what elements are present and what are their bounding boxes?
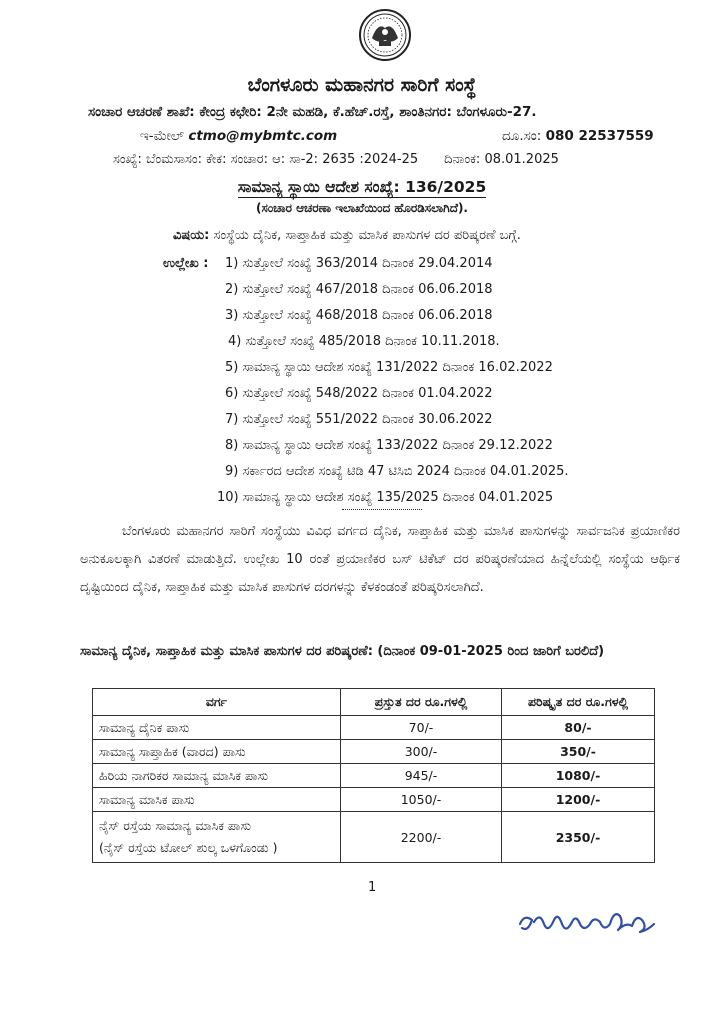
reference-item-2: 2) ಸುತ್ತೋಲೆ ಸಂಖ್ಯೆ 467/2018 ದಿನಾಂಕ 06.06.2018 <box>225 282 493 297</box>
reference-item-6: 6) ಸುತ್ತೋಲೆ ಸಂಖ್ಯೆ 548/2022 ದಿನಾಂಕ 01.04.2022 <box>225 386 493 401</box>
revised-fare-cell: 350/- <box>502 740 655 764</box>
reference-item-10: 10) ಸಾಮಾನ್ಯ ಸ್ಥಾಯಿ ಆದೇಶ ಸಂಖ್ಯೆ 135/2025 ದಿನಾಂಕ 04.01.2025 <box>217 490 554 505</box>
table-row <box>93 764 655 788</box>
subject-label: ವಿಷಯ: <box>173 228 210 243</box>
reference-item-4: 4) ಸುತ್ತೋಲೆ ಸಂಖ್ಯೆ 485/2018 ದಿನಾಂಕ 10.11.2018. <box>228 334 500 349</box>
category-cell: ಸಾಮಾನ್ಯ ಸಾಪ್ತಾಹಿಕ (ವಾರದ) ಪಾಸು <box>93 740 341 764</box>
current-fare-cell: 2200/- <box>341 812 502 863</box>
reference-number: ಸಂಖ್ಯೆ: ಬೆಂಮಸಾಸಂ: ಕೇಕ: ಸಂಚಾರ: ಆ: ಸಾ-2: 2635 :2024-25 <box>113 152 419 167</box>
department-address: ಸಂಚಾರ ಆಚರಣೆ ಶಾಖೆ: ಕೇಂದ್ರ ಕಛೇರಿ: 2ನೇ ಮಹಡಿ, ಕೆ.ಹೆಚ್.ರಸ್ತೆ, ಶಾಂತಿನಗರ: ಬೆಂಗಳೂರು-27. <box>88 104 537 120</box>
reference-item-9: 9) ಸರ್ಕಾರದ ಆದೇಶ ಸಂಖ್ಯೆ ಟಿಡಿ 47 ಟಿಸಿಬಿ 2024 ದಿನಾಂಕ 04.01.2025. <box>225 464 569 479</box>
reference-item-7: 7) ಸುತ್ತೋಲೆ ಸಂಖ್ಯೆ 551/2022 ದಿನಾಂಕ 30.06.2022 <box>225 412 493 427</box>
column-header-current-fare: ಪ್ರಸ್ತುತ ದರ ರೂ.ಗಳಲ್ಲಿ <box>341 689 502 716</box>
current-fare-cell: 1050/- <box>341 788 502 812</box>
column-header-category: ವರ್ಗ <box>93 689 341 716</box>
references-label: ಉಲ್ಲೇಖ : <box>163 256 209 271</box>
current-fare-cell: 70/- <box>341 716 502 740</box>
current-fare-cell: 300/- <box>341 740 502 764</box>
category-cell <box>93 812 341 863</box>
column-header-revised-fare: ಪರಿಷ್ಕೃತ ದರ ರೂ.ಗಳಲ್ಲಿ <box>502 689 655 716</box>
table-row <box>93 716 655 740</box>
table-row <box>93 740 655 764</box>
category-cell: ಸಾಮಾನ್ಯ ದೈನಿಕ ಪಾಸು <box>93 716 341 740</box>
reference-item-3: 3) ಸುತ್ತೋಲೆ ಸಂಖ್ಯೆ 468/2018 ದಿನಾಂಕ 06.06.2018 <box>225 308 493 323</box>
phone-label: ದೂ.ಸಂ: <box>502 128 542 144</box>
table-heading: ಸಾಮಾನ್ಯ ದೈನಿಕ, ಸಾಪ್ತಾಹಿಕ ಮತ್ತು ಮಾಸಿಕ ಪಾಸುಗಳ ದರ ಪರಿಷ್ಕರಣೆ: (ದಿನಾಂಕ 09-01-2025 ರಿಂದ ಜಾರಿಗೆ ಬರಲಿದೆ) <box>80 644 605 659</box>
current-fare-cell: 945/- <box>341 764 502 788</box>
signature-image <box>514 902 659 942</box>
category-note: (ನೈಸ್ ರಸ್ತೆಯ ಟೋಲ್ ಶುಲ್ಕ ಒಳಗೊಂಡು ) <box>99 840 278 855</box>
reference-line <box>113 152 559 167</box>
table-row <box>93 788 655 812</box>
subject-text: ಸಂಸ್ಥೆಯ ದೈನಿಕ, ಸಾಪ್ತಾಹಿಕ ಮತ್ತು ಮಾಸಿಕ ಪಾಸುಗಳ ದರ ಪರಿಷ್ಕರಣೆ ಬಗ್ಗೆ. <box>213 228 521 243</box>
body-paragraph: ಬೆಂಗಳೂರು ಮಹಾನಗರ ಸಾರಿಗೆ ಸಂಸ್ಥೆಯು ವಿವಿಧ ವರ್ಗದ ದೈನಿಕ, ಸಾಪ್ತಾಹಿಕ ಮತ್ತು ಮಾಸಿಕ ಪಾಸುಗಳನ್ನು ಸಾರ್ವಜನಿಕ ಪ್ರಯಾಣಿಕರ ಅನುಕೂಲಕ್ಕಾಗಿ ವಿತರಣೆ ಮಾಡುತ್ತಿದೆ. ಉಲ್ಲೇಖ 10 ರಂತೆ ಪ್ರಯಾಣಿಕರ ಬಸ್ ಟಿಕೆಟ್ ದರ ಪರಿಷ್ಕರಣೆಯಾದ ಹಿನ್ನೆಲೆಯಲ್ಲಿ ಸಂಸ್ಥೆಯ ಆರ್ಥಿಕ ದೃಷ್ಟಿಯಿಂದ ದೈನಿಕ, ಸಾಪ್ತಾಹಿಕ ಮತ್ತು ಮಾಸಿಕ ಪಾಸುಗಳ ದರಗಳನ್ನು ಕೆಳಕಂಡಂತೆ ಪರಿಷ್ಕರಿಸಲಾಗಿದೆ. <box>80 524 680 595</box>
organization-name: ಬೆಂಗಳೂರು ಮಹಾನಗರ ಸಾರಿಗೆ ಸಂಸ್ಥೆ <box>247 74 477 96</box>
revised-fare-cell: 1080/- <box>502 764 655 788</box>
table-row <box>93 812 655 863</box>
subject-line <box>173 228 521 243</box>
table-header-row <box>93 689 655 716</box>
email-address[interactable]: ctmo@mybmtc.com <box>188 128 338 144</box>
revised-fare-cell: 1200/- <box>502 788 655 812</box>
fare-revision-table <box>92 688 655 863</box>
reference-item-1: 1) ಸುತ್ತೋಲೆ ಸಂಖ್ಯೆ 363/2014 ದಿನಾಂಕ 29.04.2014 <box>225 256 493 271</box>
email-line <box>140 128 337 144</box>
revised-fare-cell: 80/- <box>502 716 655 740</box>
bmtc-emblem-logo <box>358 8 412 64</box>
phone-line <box>502 128 654 144</box>
category-cell: ಹಿರಿಯ ನಾಗರಿಕರ ಸಾಮಾನ್ಯ ಮಾಸಿಕ ಪಾಸು <box>93 764 341 788</box>
revised-fare-cell: 2350/- <box>502 812 655 863</box>
section-divider <box>342 509 422 510</box>
order-subtitle: (ಸಂಚಾರ ಆಚರಣಾ ಇಲಾಖೆಯಿಂದ ಹೊರಡಿಸಲಾಗಿದೆ). <box>255 201 468 215</box>
reference-item-5: 5) ಸಾಮಾನ್ಯ ಸ್ಥಾಯಿ ಆದೇಶ ಸಂಖ್ಯೆ 131/2022 ದಿನಾಂಕ 16.02.2022 <box>225 360 553 375</box>
email-label: ಇ-ಮೇಲ್ <box>140 128 185 144</box>
phone-number: 080 22537559 <box>545 128 654 144</box>
reference-item-8: 8) ಸಾಮಾನ್ಯ ಸ್ಥಾಯಿ ಆದೇಶ ಸಂಖ್ಯೆ 133/2022 ದಿನಾಂಕ 29.12.2022 <box>225 438 553 453</box>
category-cell: ಸಾಮಾನ್ಯ ಮಾಸಿಕ ಪಾಸು <box>93 788 341 812</box>
page-number: 1 <box>368 880 377 895</box>
order-title <box>0 178 724 197</box>
category-name: ನೈಸ್ ರಸ್ತೆಯ ಸಾಮಾನ್ಯ ಮಾಸಿಕ ಪಾಸು <box>99 818 251 833</box>
order-title-text: ಸಾಮಾನ್ಯ ಸ್ಥಾಯಿ ಆದೇಶ ಸಂಖ್ಯೆ: 136/2025 <box>237 178 487 196</box>
issue-date: ದಿನಾಂಕ: 08.01.2025 <box>444 152 559 167</box>
